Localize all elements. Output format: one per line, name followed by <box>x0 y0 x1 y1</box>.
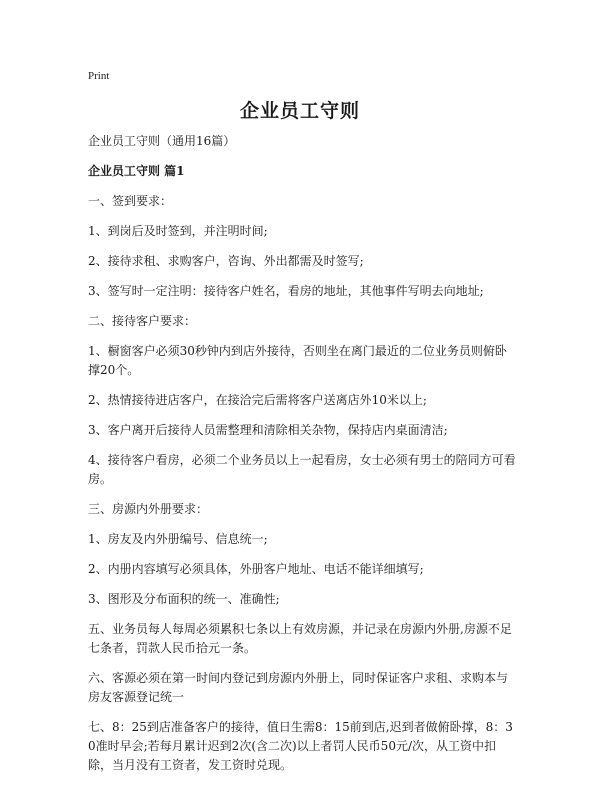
print-link[interactable]: Print <box>88 70 110 82</box>
section-heading: 企业员工守则 篇1 <box>88 164 185 178</box>
paragraph: 3、图形及分布面积的统一、准确性; <box>88 592 280 606</box>
paragraph: 2、内册内容填写必须具体，外册客户地址、电话不能详细填写; <box>88 562 424 576</box>
paragraph: 二、接待客户要求： <box>88 314 197 328</box>
document-body <box>88 132 518 786</box>
paragraph: 3、客户离开后接待人员需整理和清除相关杂物，保持店内桌面清洁; <box>88 423 448 437</box>
paragraph: 三、房源内外册要求： <box>88 502 209 516</box>
paragraph: 一、签到要求： <box>88 194 173 208</box>
paragraph: 1、房友及内外册编号、信息统一; <box>88 532 268 546</box>
paragraph: 3、签写时一定注明：接待客户姓名，看房的地址，其他事件写明去向地址; <box>88 284 484 298</box>
paragraph: 2、热情接待进店客户，在接洽完后需将客户送离店外10米以上; <box>88 393 427 407</box>
page-title: 企业员工守则 <box>239 100 360 122</box>
paragraph: 1、到岗后及时签到，并注明时间; <box>88 224 268 238</box>
subtitle: 企业员工守则（通用16篇） <box>88 134 236 148</box>
paragraph: 六、客源必须在第一时间内登记到房源内外册上，同时保证客户求租、求购本与房友客源登记统一 <box>88 671 509 704</box>
paragraph: 4、接待客户看房，必须二个业务员以上一起看房，女士必须有男士的陪同方可看房。 <box>88 453 516 486</box>
paragraph: 五、业务员每人每周必须累积七条以上有效房源，并记录在房源内外册,房源不足七条者，罚款人民币拾元一条。 <box>88 622 512 655</box>
paragraph: 2、接待求租、求购客户，咨询、外出都需及时签写; <box>88 254 364 268</box>
paragraph: 七、8：25到店准备客户的接待，值日生需8：15前到店,迟到者做俯卧撑，8：30准时早会;若每月累计迟到2次(含二次)以上者罚人民币50元/次，从工资中扣除，当月没有工资者，发工资时兑现。 <box>88 720 513 772</box>
paragraph: 1、橱窗客户必须30秒钟内到店外接待，否则坐在离门最近的二位业务员则俯卧撑20个。 <box>88 344 507 377</box>
